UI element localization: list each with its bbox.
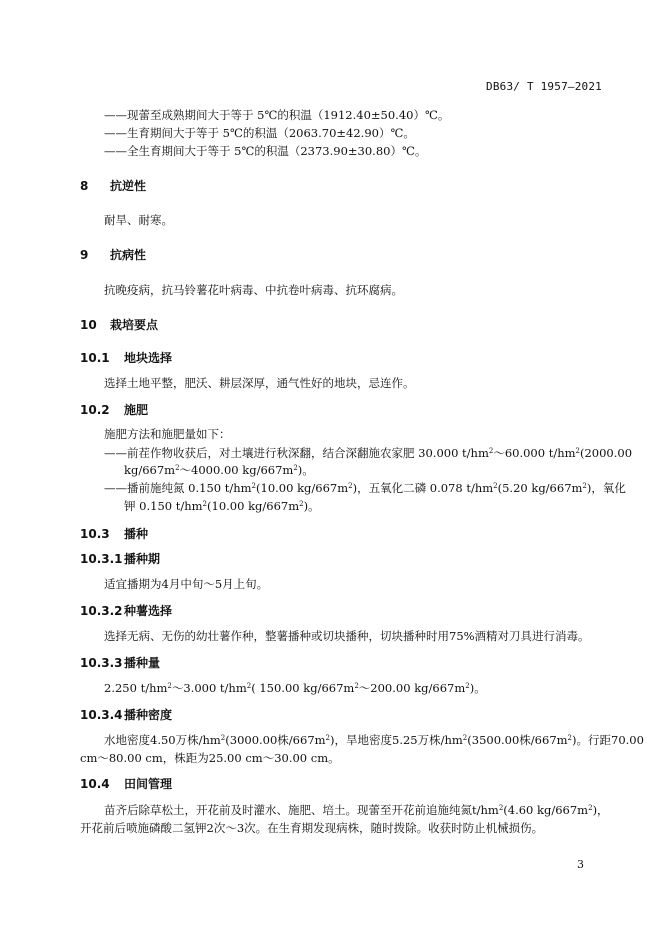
section-number: 10.1 [80,351,110,365]
fertilizer-item-2-line-1: ——播前施纯氮 0.150 $t/hm^2(10.00$ $kg/667m^2$)，五氧化二磷 0.078 $t/hm^2(5.20$ $kg/667m^2$)，氧化 [104,481,626,495]
temp-line-3: ——全生育期间大于等于 5℃的积温（2373.90±30.80）℃。 [104,144,427,158]
section-title: 施肥 [124,403,149,417]
section-number: 10.3.4 [80,708,123,722]
section-title: 栽培要点 [110,318,159,332]
section-10-heading [80,317,602,333]
section-10-4-body-line-1: 苗齐后除草松土，开花前及时灌水、施肥、培土。现蕾至开花前追施纯氮$t/hm^2(4.60$ $kg/667m^2$)， [104,803,609,817]
section-10-3-3-heading [80,655,602,671]
temp-line-2: ——生育期间大于等于 5℃的积温（2063.70±42.90）℃。 [104,126,415,140]
section-10-3-1-body: 适宜播期为4月中旬～5月上旬。 [104,577,269,591]
section-10-4-body-line-2: 开花前后喷施磷酸二氢钾2次～3次。在生育期发现病株，随时拨除。收获时防止机械损伤。 [80,821,544,835]
section-10-3-heading [80,526,602,542]
section-10-3-4-heading [80,707,602,723]
section-title: 田间管理 [124,777,173,791]
section-10-3-3-body: 2.250 $t/hm^2\sim 3.000$ $t/hm^2$( 150.00 $kg/667m^2\sim 200.00$ $kg/667m^2$)。 [104,681,486,695]
section-title: 播种密度 [124,708,173,722]
section-10-3-4-body-line-2: cm～80.00 cm，株距为25.00 cm～30.00 cm。 [80,751,340,765]
section-title: 种薯选择 [124,604,173,618]
section-title: 播种期 [124,552,161,566]
section-number: 10.3.2 [80,604,123,618]
section-number: 10.3 [80,527,110,541]
section-number: 8 [80,179,89,193]
section-title: 播种 [124,527,149,541]
section-10-1-body: 选择土地平整，肥沃、耕层深厚，通气性好的地块，忌连作。 [104,376,415,390]
section-10-4-heading [80,776,602,792]
section-8-body: 耐旱、耐寒。 [104,213,173,227]
section-title: 抗病性 [110,248,147,262]
section-title: 播种量 [124,656,161,670]
section-8-heading [80,178,602,194]
section-10-3-2-body: 选择无病、无伤的幼壮薯作种，整薯播种或切块播种，切块播种时用75%酒精对刀具进行消毒。 [104,629,590,643]
fertilizer-item-2-line-2: 钾 0.150 $t/hm^2(10.00$ $kg/667m^2$)。 [124,499,320,513]
section-title: 抗逆性 [110,179,147,193]
section-9-heading [80,247,602,263]
section-number: 9 [80,248,89,262]
section-number: 10.4 [80,777,110,791]
fertilizer-intro: 施肥方法和施肥量如下： [104,427,231,441]
fertilizer-item-1-line-2: $kg/667m^2\sim 4000.00$ $kg/667m^2$)。 [124,463,314,477]
section-10-3-2-heading [80,603,602,619]
section-9-body: 抗晚疫病，抗马铃薯花叶病毒、中抗卷叶病毒、抗环腐病。 [104,283,403,297]
section-title: 地块选择 [124,351,173,365]
section-10-2-heading [80,402,602,418]
document-number: DB63/ T 1957—2021 [486,80,602,93]
section-number: 10.2 [80,403,110,417]
section-number: 10 [80,318,97,332]
temp-line-1: ——现蕾至成熟期间大于等于 5℃的积温（1912.40±50.40）℃。 [104,108,450,122]
fertilizer-item-1-line-1: ——前茬作物收获后，对土壤进行秋深翻，结合深翻施农家肥 30.000 $t/hm^2\sim 60.000$ $t/hm^2(2000.00$ [104,446,633,460]
section-number: 10.3.3 [80,656,123,670]
section-10-3-1-heading [80,551,602,567]
page-number: 3 [577,858,584,871]
section-10-1-heading [80,350,602,366]
section-10-3-4-body-line-1: 水地密度4.50万株$/hm^2(3000.00$株$/667m^2$)，旱地密度5.25万株$/hm^2(3500.00$株$/667m^2$)。行距70.00 [104,733,644,747]
section-number: 10.3.1 [80,552,123,566]
